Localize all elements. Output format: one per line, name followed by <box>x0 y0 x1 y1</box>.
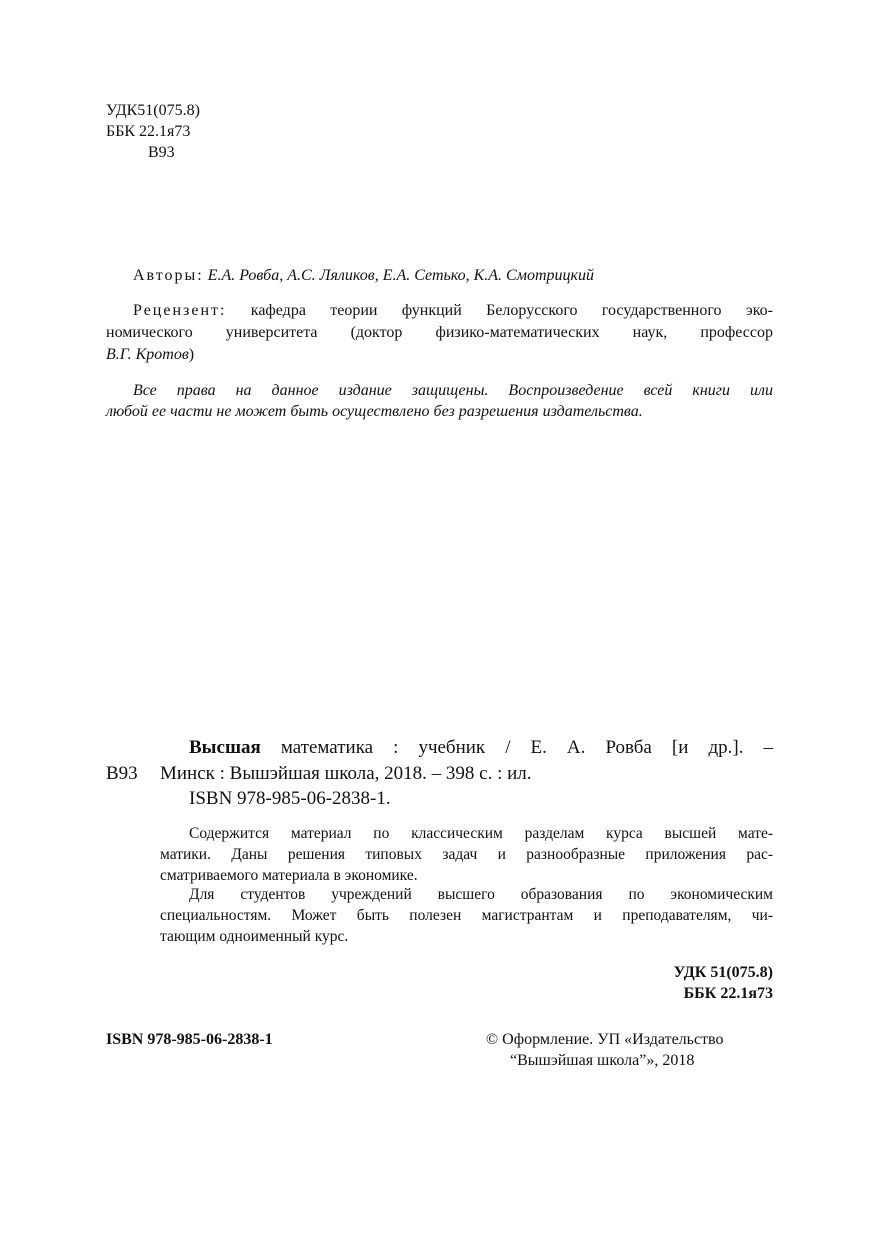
annotation-p2-line-1: Для студентов учреждений высшего образования по экономическим <box>189 886 773 903</box>
annotation-p1-line-3: сматриваемого материала в экономике. <box>160 867 418 884</box>
catalog-isbn: ISBN 978-985-06-2838-1. <box>189 788 391 809</box>
authors-line <box>133 265 594 287</box>
authors-names: Е.А. Ровба, А.С. Ляликов, Е.А. Сетько, К.А. Смотрицкий <box>207 267 594 284</box>
footer-isbn: ISBN 978-985-06-2838-1 <box>106 1031 273 1048</box>
copyright-line-1: © Оформление. УП «Издательство <box>486 1031 724 1048</box>
catalog-title-word: Высшая <box>189 737 261 758</box>
reviewer-line-3 <box>106 344 194 366</box>
copyright-line-2: “Вышэйшая школа”», 2018 <box>510 1052 695 1069</box>
authors-label: Авторы: <box>133 267 204 284</box>
udk-code: УДК51(075.8) <box>106 102 200 119</box>
catalog-title-line <box>189 736 773 760</box>
rights-line-2: любой ее части не может быть осуществлено без разрешения издательства. <box>106 403 643 420</box>
catalog-mark: В93 <box>106 763 138 784</box>
bbk-code: ББК 22.1я73 <box>106 123 191 140</box>
annotation-p1-line-1: Содержится материал по классическим разделам курса высшей мате- <box>189 825 773 842</box>
catalog-line-1: математика : учебник / Е. А. Ровба [и др.]. – <box>280 737 773 758</box>
bbk-code-bottom: ББК 22.1я73 <box>683 985 773 1002</box>
reviewer-name: В.Г. Кротов <box>106 346 189 363</box>
reviewer-text-1: кафедра теории функций Белорусского государственного эко- <box>250 302 773 319</box>
udk-code-bottom: УДК 51(075.8) <box>673 964 773 981</box>
catalog-line-2: Минск : Вышэйшая школа, 2018. – 398 с. : ил. <box>160 763 532 784</box>
reviewer-close: ) <box>188 346 195 363</box>
reviewer-line-2: номического университета (доктор физико-математических наук, профессор <box>106 324 773 341</box>
reviewer-line-1 <box>133 300 773 322</box>
annotation-p1-line-2: матики. Даны решения типовых задач и разнообразные приложения рас- <box>160 846 773 863</box>
annotation-p2-line-3: тающим одноименный курс. <box>160 928 349 945</box>
author-mark: В93 <box>148 144 175 161</box>
rights-line-1: Все права на данное издание защищены. Воспроизведение всей книги или <box>133 382 773 399</box>
annotation-p2-line-2: специальностям. Может быть полезен магистрантам и преподавателям, чи- <box>160 907 773 924</box>
reviewer-label: Рецензент: <box>133 302 227 319</box>
